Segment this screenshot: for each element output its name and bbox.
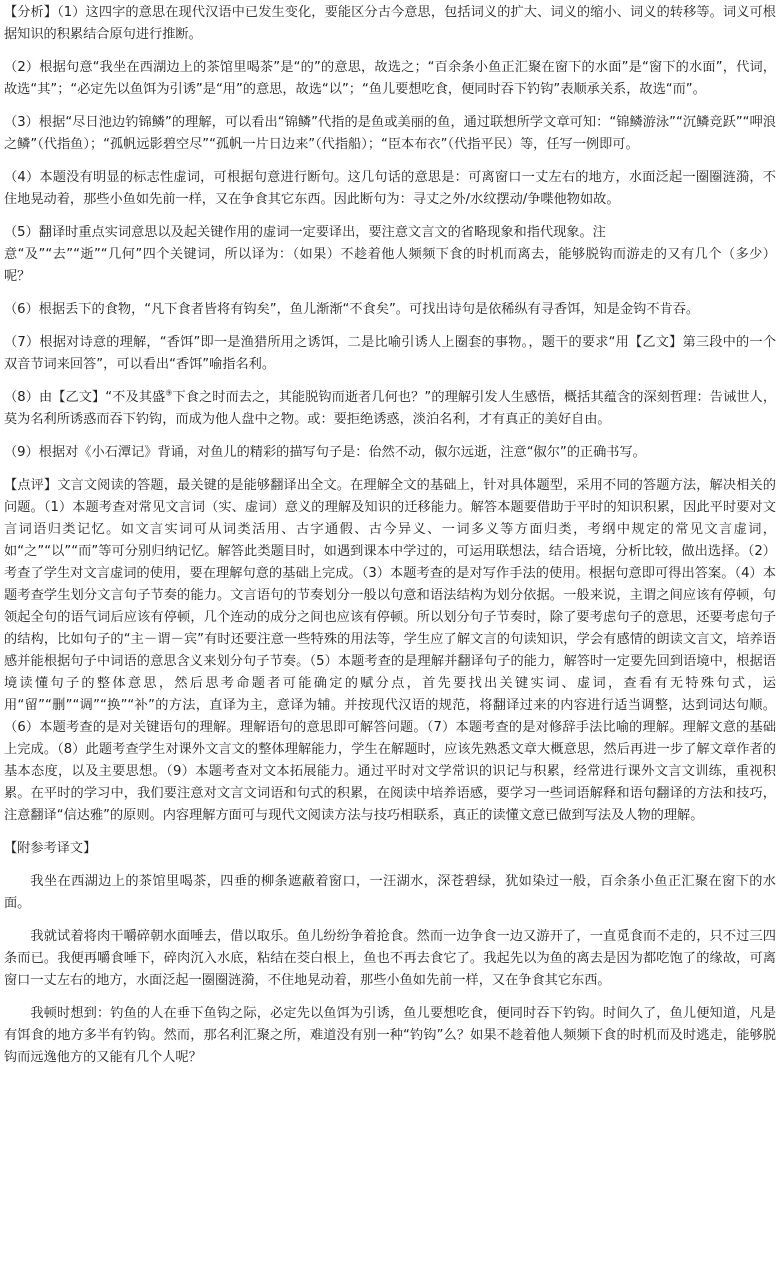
analysis-item-8 xyxy=(4,387,776,431)
comment-block: 【点评】文言文阅读的答题，最关键的是能够翻译出全文。在理解全文的基础上，针对具体题型，采用不同的答题方法，解决相关的问题。（1）本题考查对常见文言词（实、虚词）意义的理解及知识的迁移能力。解答本题要借助于平时的知识积累，因此平时要对文言词语归类记忆。如文言实词可从词类活用、古字通假、古今异义、一词多义等方面归类，考纲中规定的常见文言虚词，如“之”“以”“而”等可分别归纳记忆。解答此类题目时，如遇到课本中学过的，可运用联想法，结合语境，分析比较，做出选择。（2）考查了学生对文言虚词的使用，要在理解句意的基础上完成。（3）本题考查的是对写作手法的使用。根据句意即可得出答案。（4）本题考查学生划分文言句子节奏的能力。文言语句的节奏划分一般以句意和语法结构为划分依据。一般来说，主谓之间应该有停顿，句领起全句的语气词后应该有停顿，几个连动的成分之间也应该有停顿。所以划分句子节奏时，除了要考虑句子的意思，还要考虑句子的结构，比如句子的“主－谓－宾”有时还要注意一些特殊的用法等，学生应了解文言的句读知识，学会有感情的朗读文言文，培养语感并能根据句子中词语的意思含义来划分句子节奏。（5）本题考查的是理解并翻译句子的能力，解答时一定要先回到语境中，根据语境读懂句子的整体意思，然后思考命题者可能确定的赋分点，首先要找出关键实词、虚词，查看有无特殊句式，运用“留”“删”“调”“换”“补”的方法，直译为主，意译为辅。并按现代汉语的规范，将翻译过来的内容进行适当调整，达到词达句顺。（6）本题考查的是对关键语句的理解。理解语句的意思即可解答问题。（7）本题考查的是对修辞手法比喻的理解。理解文意的基础上完成。（8）此题考查学生对课外文言文的整体理解能力，学生在解题时，应该先熟悉文章大概意思，然后再进一步了解文章作者的基本态度，以及主要思想。（9）本题考查对文本拓展能力。通过平时对文学常识的识记与积累，经常进行课外文言文训练，重视积累。在平时的学习中，我们要注意对文言文词语和句式的积累，在阅读中培养语感，要学习一些词语解释和语句翻译的方法和技巧，注意翻译“信达雅”的原则。内容理解方面可与现代文阅读方法与技巧相联系，真正的读懂文意已做到写法及人物的理解。 xyxy=(4,478,776,823)
analysis-item-6: （6）根据丢下的食物，“凡下食者皆将有钩矣”，鱼儿渐渐“不食矣”。可找出诗句是依稀纵有寻香饵，知是金钩不肯吞。 xyxy=(4,302,700,317)
analysis-item-5-line2: 意“及”“去”“逝”“几何”四个关键词，所以译为：（如果）不趁着他人频频下食的时机而离去，能够脱钩而游走的又有几个（多少）呢？ xyxy=(4,247,776,284)
analysis-intro: 【分析】（1）这四字的意思在现代汉语中已发生变化，要能区分古今意思，包括词义的扩大、词义的缩小、词义的转移等。词义可根据知识的积累结合原句进行推断。 xyxy=(4,5,776,42)
analysis-item-9: （9）根据对《小石潭记》背诵，对鱼儿的精彩的描写句子是：佁然不动，俶尔远逝，注意“俶尔”的正确书写。 xyxy=(4,445,646,460)
translation-para-3: 我顿时想到：钓鱼的人在垂下鱼钩之际，必定先以鱼饵为引诱，鱼儿要想吃食，便同时吞下钓钩。时间久了，鱼儿便知道，凡是有饵食的地方多半有钓钩。然而，那名利汇聚之所，难道没有别一种“钓钩”么？如果不趁着他人频频下食的时机而及时逃走，能够脱钩而远逸他方的又能有几个人呢？ xyxy=(4,1006,776,1065)
analysis-item-4: （4）本题没有明显的标志性虚词，可根据句意进行断句。这几句话的意思是：可离窗口一丈左右的地方，水面泛起一圈圈涟漪，不住地晃动着，那些小鱼如先前一样，又在争食其它东西。因此断句为：寻丈之外/水纹摆动/争喋他物如故。 xyxy=(4,170,776,207)
analysis-item-3: （3）根据“尽日池边钓锦鳞”的理解，可以看出“锦鳞”代指的是鱼或美丽的鱼，通过联想所学文章可知：“锦鳞游泳”“沉鳞竞跃”“呷浪之鳞”（代指鱼）；“孤帆远影碧空尽”“孤帆一片日边来”（代指船）；“臣本布衣”（代指平民）等，任写一例即可。 xyxy=(4,115,776,152)
analysis-item-8-post: 下食之时而去之，其能脱钩而逝者几何也？”的理解引发人生感悟，概括其蕴含的深刻哲理：告诫世人，莫为名利所诱惑而吞下钓钩，而成为他人盘中之物。或：要拒绝诱惑，淡泊名利，才有真正的美好自由。 xyxy=(4,390,777,427)
analysis-item-5 xyxy=(4,222,776,288)
analysis-item-5-line1: （5）翻译时重点实词意思以及起关键作用的虚词一定要译出，要注意文言文的省略现象和指代现象。注 xyxy=(4,225,606,240)
analysis-item-8-pre: （8）由【乙文】“不及其盛 xyxy=(4,390,166,405)
footnote-marker: ⑨ xyxy=(165,388,173,398)
translation-para-1: 我坐在西湖边上的茶馆里喝茶，四垂的柳条遮蔽着窗口，一汪湖水，深苍碧绿，犹如染过一般，百余条小鱼正汇聚在窗下的水面。 xyxy=(4,874,776,911)
translation-heading: 【附参考译文】 xyxy=(4,841,97,856)
analysis-item-2: （2）根据句意“我坐在西湖边上的茶馆里喝茶”是“的”的意思，故选之；“百余条小鱼正汇聚在窗下的水面”是“窗下的水面”，代词，故选“其”；“必定先以鱼饵为引诱”是“用”的意思，故选“以”；“鱼儿要想吃食，便同时吞下钓钩”表顺承关系，故选“而”。 xyxy=(4,60,776,97)
translation-para-2: 我就试着将肉干嚼碎朝水面唾去，借以取乐。鱼儿纷纷争着抢食。然而一边争食一边又游开了，一直觅食而不走的，只不过三四条而已。我便再嚼食唾下，碎肉沉入水底，粘结在茭白根上，鱼也不再去食它了。我起先以为鱼的离去是因为都吃饱了的缘故，可离窗口一丈左右的地方，水面泛起一圈圈涟漪，不住地晃动着，那些小鱼如先前一样，又在争食其它东西。 xyxy=(4,929,776,988)
analysis-item-7: （7）根据对诗意的理解，“香饵”即一是渔猎所用之诱饵，二是比喻引诱人上圈套的事物。，题干的要求“用【乙文】第三段中的一个双音节词来回答”，可以看出“香饵”喻指名利。 xyxy=(4,335,776,372)
